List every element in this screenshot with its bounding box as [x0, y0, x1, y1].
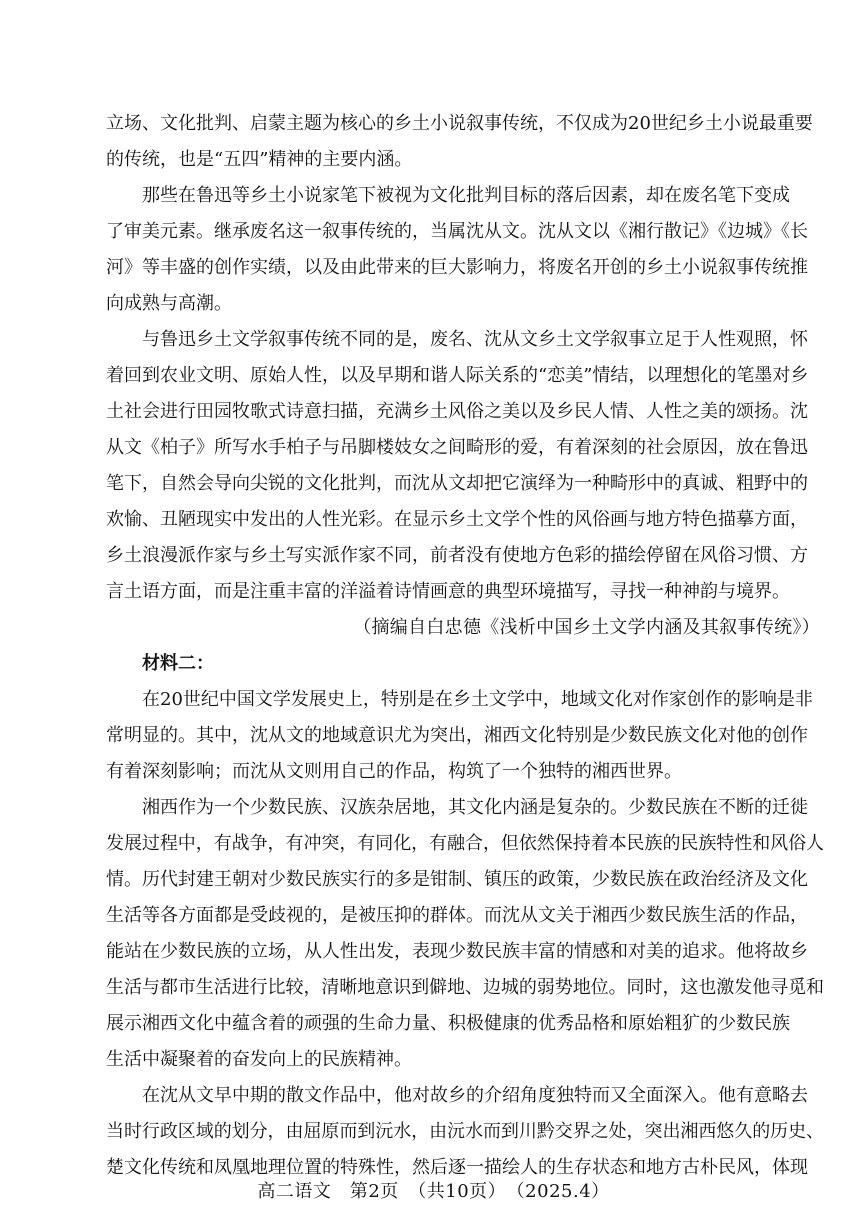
text-line: 着回到农业文明、原始人性，以及早期和谐人际关系的“恋美”情结，以理想化的笔墨对乡 [106, 365, 809, 386]
body-text [106, 106, 824, 1186]
text-line: 湘西作为一个少数民族、汉族杂居地，其文化内涵是复杂的。少数民族在不断的迁徙 [106, 797, 808, 818]
text-line: 立场、文化批判、启蒙主题为核心的乡土小说叙事传统，不仅成为20世纪乡土小说最重要 [106, 113, 813, 134]
text-line: 楚文化传统和凤凰地理位置的特殊性，然后逐一描绘人的生存状态和地方古朴民风，体现 [106, 1157, 808, 1178]
text-line: 发展过程中，有战争，有冲突，有同化，有融合，但依然保持着本民族的民族特性和风俗人 [106, 833, 824, 854]
text-line: 生活等各方面都是受歧视的，是被压抑的群体。而沈从文关于湘西少数民族生活的作品， [106, 905, 808, 926]
text-line: 笔下，自然会导向尖锐的文化批判，而沈从文却把它演绎为一种畸形中的真诚、粗野中的 [106, 473, 808, 494]
text-line: 在沈从文早中期的散文作品中，他对故乡的介绍角度独特而又全面深入。他有意略去 [106, 1085, 808, 1106]
text-line: 在20世纪中国文学发展史上，特别是在乡土文学中，地域文化对作家创作的影响是非 [106, 689, 813, 710]
text-line: 常明显的。其中，沈从文的地域意识尤为突出，湘西文化特别是少数民族文化对他的创作 [106, 725, 808, 746]
text-line: 生活中凝聚着的奋发向上的民族精神。 [106, 1049, 412, 1070]
text-line: 欢愉、丑陋现实中发出的人性光彩。在显示乡土文学个性的风俗画与地方特色描摹方面， [106, 509, 808, 530]
text-line: 了审美元素。继承废名这一叙事传统的，当属沈从文。沈从文以《湘行散记》《边城》《长 [106, 221, 808, 242]
text-line: 向成熟与高潮。 [106, 293, 232, 314]
page-footer: 高二语文 第2页 （共10页） （2025.4） [257, 1181, 610, 1202]
text-line: 从文《柏子》所写水手柏子与吊脚楼妓女之间畸形的爱，有着深刻的社会原因，放在鲁迅 [106, 437, 808, 458]
text-line: 那些在鲁迅等乡土小说家笔下被视为文化批判目标的落后因素，却在废名笔下变成 [106, 185, 790, 206]
text-line: 乡土浪漫派作家与乡土写实派作家不同，前者没有使地方色彩的描绘停留在风俗习惯、方 [106, 545, 808, 566]
text-line: 河》等丰盛的创作实绩，以及由此带来的巨大影响力，将废名开创的乡土小说叙事传统推 [106, 257, 808, 278]
text-line: 能站在少数民族的立场，从人性出发，表现少数民族丰富的情感和对美的追求。他将故乡 [106, 941, 808, 962]
text-line: 言土语方面，而是注重丰富的洋溢着诗情画意的典型环境描写，寻找一种神韵与境界。 [106, 581, 790, 602]
text-line: 土社会进行田园牧歌式诗意扫描，充满乡土风俗之美以及乡民人情、人性之美的颂扬。沈 [106, 401, 808, 422]
text-line: 有着深刻影响；而沈从文则用自己的作品，构筑了一个独特的湘西世界。 [106, 761, 682, 782]
text-line: 情。历代封建王朝对少数民族实行的多是钳制、镇压的政策，少数民族在政治经济及文化 [106, 869, 808, 890]
text-line: 的传统，也是“五四”精神的主要内涵。 [106, 149, 413, 170]
section-heading: 材料二： [106, 653, 214, 674]
text-line: 与鲁迅乡土文学叙事传统不同的是，废名、沈从文乡土文学叙事立足于人性观照，怀 [106, 329, 808, 350]
text-line: 当时行政区域的划分，由屈原而到沅水，由沅水而到川黔交界之处，突出湘西悠久的历史、 [106, 1121, 824, 1142]
text-line: 展示湘西文化中蕴含着的顽强的生命力量、积极健康的优秀品格和原始粗犷的少数民族 [106, 1013, 790, 1034]
text-line: 生活与都市生活进行比较，清晰地意识到僻地、边城的弱势地位。同时，这也激发他寻觅和 [106, 977, 824, 998]
source-citation: （摘编自白忠德《浅析中国乡土文学内涵及其叙事传统》） [353, 617, 820, 638]
